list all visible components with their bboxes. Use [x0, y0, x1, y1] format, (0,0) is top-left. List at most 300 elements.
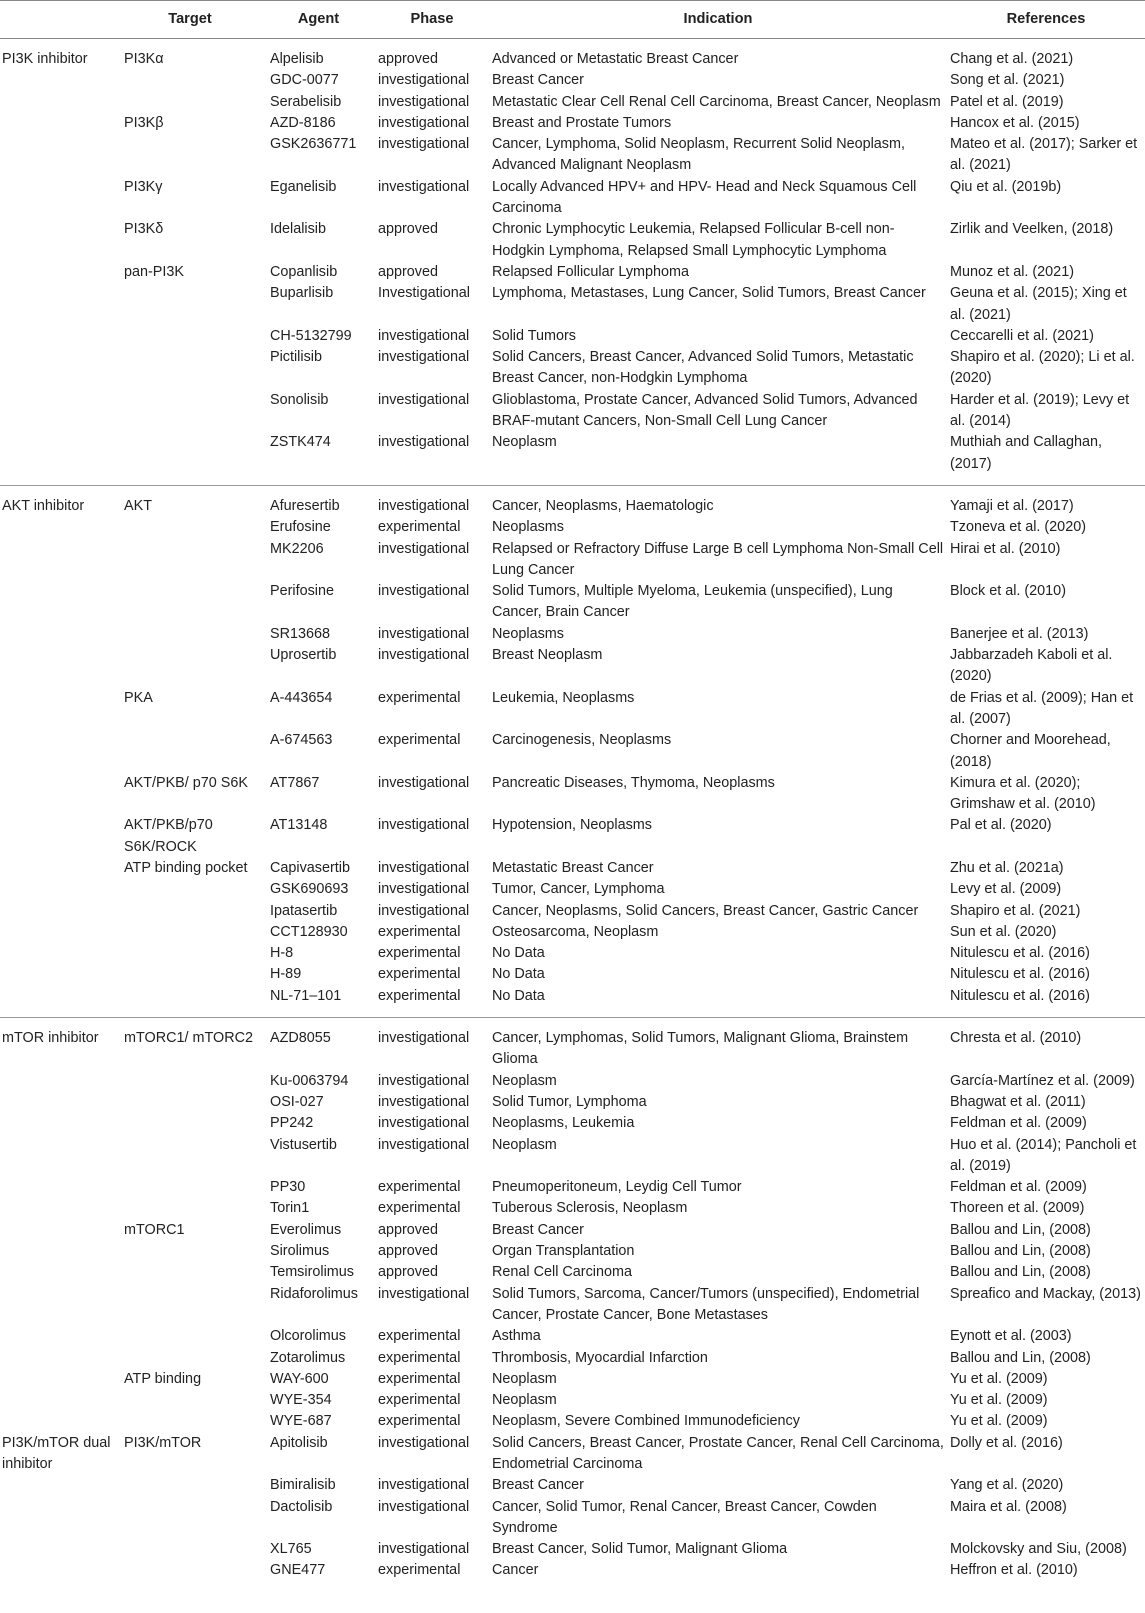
target-cell: PI3K/mTOR: [124, 1434, 202, 1451]
drug-class-cell: [0, 879, 118, 900]
indication-cell: Locally Advanced HPV+ and HPV- Head and Neck Squamous Cell Carcinoma: [492, 178, 917, 217]
drug-class-cell: mTOR inhibitor: [0, 1018, 118, 1071]
drug-class-cell: [0, 1497, 118, 1540]
phase-cell: investigational: [378, 349, 470, 366]
drug-class-cell: [0, 177, 118, 220]
table-row: [0, 432, 1145, 485]
table-row: [0, 1348, 1145, 1369]
target-cell: [118, 432, 262, 485]
target-cell: [118, 1348, 262, 1369]
indication-cell: Solid Cancers, Breast Cancer, Prostate Cancer, Renal Cell Carcinoma, Endometrial Carcinoma: [492, 1434, 944, 1472]
agent-cell: AT13148: [270, 817, 328, 834]
phase-cell: experimental: [378, 1562, 461, 1579]
phase-cell: investigational: [378, 1541, 470, 1558]
table-row: [0, 517, 1145, 538]
drug-class-cell: [0, 901, 118, 922]
target-cell: [118, 1092, 262, 1113]
target-cell: [118, 1411, 262, 1432]
phase-cell: investigational: [378, 817, 470, 834]
phase-cell: investigational: [375, 485, 489, 517]
agent-cell: Sonolisib: [270, 391, 329, 408]
indication-cell: Advanced or Metastatic Breast Cancer: [492, 51, 739, 67]
indication-cell: No Data: [492, 945, 545, 962]
drug-class-cell: [0, 986, 118, 1018]
phase-cell: investigational: [378, 625, 470, 642]
agent-cell: Afuresertib: [262, 485, 375, 517]
table-row: [0, 177, 1145, 220]
references-cell: Tzoneva et al. (2020): [950, 519, 1086, 536]
target-cell: [118, 1326, 262, 1347]
drug-class-cell: [0, 113, 118, 134]
references-cell: Yu et al. (2009): [950, 1392, 1048, 1409]
table-row: [0, 1092, 1145, 1113]
table-row: [0, 1326, 1145, 1347]
table-row: [0, 730, 1145, 773]
drug-class-cell: [0, 1241, 118, 1262]
indication-cell: Chronic Lymphocytic Leukemia, Relapsed Follicular B-cell non-Hodgkin Lymphoma, Relapsed Small Lymphocytic Lymphoma: [492, 221, 895, 259]
references-cell: Nitulescu et al. (2016): [950, 987, 1090, 1004]
indication-cell: Neoplasm: [492, 1392, 557, 1409]
table-row: [0, 485, 1145, 517]
references-cell: Kimura et al. (2020); Grimshaw et al. (2010): [950, 774, 1096, 813]
target-cell: [118, 1241, 262, 1262]
table-row: [0, 1560, 1145, 1581]
agent-cell: H-89: [270, 966, 302, 983]
drug-class-cell: [0, 1262, 118, 1283]
phase-cell: investigational: [378, 1072, 470, 1089]
table-row: [0, 347, 1145, 390]
references-cell: Ballou and Lin, (2008): [950, 1243, 1091, 1260]
indication-cell: Pneumoperitoneum, Leydig Cell Tumor: [492, 1179, 742, 1196]
phase-cell: investigational: [378, 1498, 470, 1515]
references-cell: Chresta et al. (2010): [947, 1018, 1145, 1071]
drug-class-cell: [0, 539, 118, 582]
drug-class-cell: [0, 347, 118, 390]
drug-class-cell: [0, 1284, 118, 1327]
indication-cell: Asthma: [492, 1328, 541, 1345]
references-cell: Hirai et al. (2010): [950, 540, 1061, 557]
target-cell: [118, 134, 262, 177]
agent-cell: Temsirolimus: [270, 1264, 354, 1281]
table-row: [0, 1135, 1145, 1178]
target-cell: PKA: [124, 689, 153, 706]
indication-cell: No Data: [492, 987, 545, 1004]
indication-cell: Breast Cancer, Solid Tumor, Malignant Glioma: [492, 1541, 788, 1558]
drug-class-cell: [0, 1348, 118, 1369]
drug-class-cell: [0, 1220, 118, 1241]
agent-cell: ZSTK474: [270, 434, 331, 451]
phase-cell: experimental: [378, 1200, 461, 1217]
phase-cell: experimental: [378, 1413, 461, 1430]
references-cell: Yamaji et al. (2017): [947, 485, 1145, 517]
indication-cell: Carcinogenesis, Neoplasms: [492, 732, 672, 749]
drug-class-cell: [0, 219, 118, 262]
indication-cell: Neoplasm: [492, 1370, 557, 1387]
references-cell: Patel et al. (2019): [950, 93, 1064, 110]
table-row: [0, 1475, 1145, 1496]
references-cell: Heffron et al. (2010): [950, 1562, 1078, 1579]
agent-cell: OSI-027: [270, 1093, 324, 1110]
references-cell: Maira et al. (2008): [950, 1498, 1067, 1515]
indication-cell: Neoplasm: [492, 1072, 557, 1089]
indication-cell: Solid Tumors, Sarcoma, Cancer/Tumors (unspecified), Endometrial Cancer, Prostate Cancer, Bone Metastases: [492, 1285, 920, 1323]
indication-cell: Cancer, Lymphoma, Solid Neoplasm, Recurrent Solid Neoplasm, Advanced Malignant Neoplasm: [492, 136, 905, 174]
table-row: [0, 688, 1145, 731]
table-row: [0, 879, 1145, 900]
target-cell: [118, 1262, 262, 1283]
agent-cell: GNE477: [270, 1562, 326, 1579]
agent-cell: Zotarolimus: [270, 1349, 346, 1366]
drug-class-cell: AKT inhibitor: [0, 485, 118, 517]
drug-class-cell: [0, 1071, 118, 1092]
target-cell: [118, 283, 262, 326]
references-cell: Muthiah and Callaghan, (2017): [950, 434, 1103, 472]
agent-cell: AT7867: [270, 774, 320, 791]
drug-class-cell: [0, 1135, 118, 1178]
target-cell: [118, 517, 262, 538]
references-cell: Chorner and Moorehead, (2018): [950, 732, 1111, 770]
indication-cell: Breast Cancer: [492, 1221, 584, 1238]
target-cell: PI3Kα: [124, 51, 164, 67]
references-cell: Qiu et al. (2019b): [950, 178, 1062, 195]
target-cell: [118, 730, 262, 773]
target-cell: [118, 645, 262, 688]
indication-cell: Neoplasms, Leukemia: [492, 1115, 635, 1132]
agent-cell: AZD8055: [262, 1018, 375, 1071]
target-cell: [118, 901, 262, 922]
agent-cell: Alpelisib: [270, 51, 324, 67]
indication-cell: Solid Tumors: [492, 327, 576, 344]
phase-cell: experimental: [378, 732, 461, 749]
phase-cell: investigational: [378, 540, 470, 557]
phase-cell: experimental: [378, 1392, 461, 1409]
header-phase: Phase: [375, 1, 489, 39]
drug-class-cell: [0, 326, 118, 347]
agent-cell: Dactolisib: [270, 1498, 333, 1515]
phase-cell: investigational: [378, 859, 470, 876]
indication-cell: No Data: [492, 966, 545, 983]
phase-cell: experimental: [378, 987, 461, 1004]
drug-class-cell: [0, 262, 118, 283]
table-row: [0, 1220, 1145, 1241]
agent-cell: CH-5132799: [270, 327, 352, 344]
target-cell: [118, 1497, 262, 1540]
drug-class-cell: [0, 858, 118, 879]
phase-cell: experimental: [378, 1349, 461, 1366]
table-row: [0, 964, 1145, 985]
phase-cell: investigational: [378, 647, 470, 664]
table-row: [0, 390, 1145, 433]
target-cell: [118, 1071, 262, 1092]
references-cell: Zhu et al. (2021a): [950, 859, 1064, 876]
agent-cell: NL-71–101: [270, 987, 342, 1004]
phase-cell: investigational: [378, 327, 470, 344]
header-indication: Indication: [489, 1, 947, 39]
table-row: [0, 1071, 1145, 1092]
agent-cell: Pictilisib: [270, 349, 322, 366]
indication-cell: Leukemia, Neoplasms: [492, 689, 635, 706]
agent-cell: Uprosertib: [270, 647, 337, 664]
drug-class-cell: [0, 964, 118, 985]
phase-cell: experimental: [378, 945, 461, 962]
phase-cell: approved: [378, 1221, 439, 1238]
phase-cell: investigational: [378, 1434, 470, 1451]
indication-cell: Cancer, Lymphomas, Solid Tumors, Malignant Glioma, Brainstem Glioma: [489, 1018, 947, 1071]
agent-cell: XL765: [270, 1541, 312, 1558]
target-cell: [118, 624, 262, 645]
indication-cell: Relapsed Follicular Lymphoma: [492, 263, 690, 280]
references-cell: Banerjee et al. (2013): [950, 625, 1089, 642]
agent-cell: WYE-354: [270, 1392, 332, 1409]
agent-cell: Olcorolimus: [270, 1328, 346, 1345]
references-cell: Feldman et al. (2009): [950, 1179, 1087, 1196]
table-row: [0, 39, 1145, 71]
drug-class-cell: [0, 517, 118, 538]
references-cell: Levy et al. (2009): [950, 881, 1062, 898]
target-cell: [118, 70, 262, 91]
target-cell: [118, 1113, 262, 1134]
references-cell: Jabbarzadeh Kaboli et al. (2020): [950, 647, 1113, 685]
drug-class-cell: [0, 581, 118, 624]
drug-class-cell: PI3K/mTOR dual inhibitor: [2, 1434, 111, 1472]
table-row: [0, 326, 1145, 347]
drug-class-cell: [0, 1326, 118, 1347]
agent-cell: Bimiralisib: [270, 1477, 336, 1494]
phase-cell: experimental: [378, 1328, 461, 1345]
drug-class-cell: [0, 645, 118, 688]
indication-cell: Neoplasms: [492, 625, 564, 642]
header-row: [0, 1, 1145, 39]
drug-class-cell: [0, 1411, 118, 1432]
phase-cell: investigational: [378, 93, 470, 110]
references-cell: Eynott et al. (2003): [950, 1328, 1072, 1345]
indication-cell: Tumor, Cancer, Lymphoma: [492, 881, 665, 898]
phase-cell: experimental: [378, 966, 461, 983]
references-cell: Shapiro et al. (2021): [950, 902, 1081, 919]
phase-cell: Investigational: [378, 285, 471, 302]
indication-cell: Relapsed or Refractory Diffuse Large B cell Lymphoma Non-Small Cell Lung Cancer: [492, 540, 944, 578]
drug-class-cell: [0, 1369, 118, 1390]
table-row: [0, 219, 1145, 262]
references-cell: Pal et al. (2020): [950, 817, 1052, 834]
table-row: [0, 581, 1145, 624]
indication-cell: Cancer, Neoplasms, Haematologic: [489, 485, 947, 517]
agent-cell: Idelalisib: [270, 221, 326, 238]
table-row: [0, 262, 1145, 283]
target-cell: [118, 1539, 262, 1560]
agent-cell: SR13668: [270, 625, 331, 642]
indication-cell: Solid Tumors, Multiple Myeloma, Leukemia (unspecified), Lung Cancer, Brain Cancer: [492, 583, 893, 621]
phase-cell: approved: [378, 1243, 439, 1260]
agent-cell: Erufosine: [270, 519, 331, 536]
agent-cell: Capivasertib: [270, 859, 350, 876]
agent-cell: Serabelisib: [270, 93, 342, 110]
agent-cell: WYE-687: [270, 1413, 332, 1430]
references-cell: Ceccarelli et al. (2021): [950, 327, 1094, 344]
references-cell: Block et al. (2010): [950, 583, 1066, 600]
references-cell: Zirlik and Veelken, (2018): [950, 221, 1114, 238]
drug-class-cell: [0, 92, 118, 113]
phase-cell: investigational: [378, 391, 470, 408]
agent-cell: Perifosine: [270, 583, 334, 600]
drug-class-cell: [0, 1475, 118, 1496]
references-cell: Nitulescu et al. (2016): [950, 945, 1090, 962]
table-row: [0, 1262, 1145, 1283]
drug-class-cell: [0, 70, 118, 91]
phase-cell: investigational: [378, 114, 470, 131]
table-row: [0, 70, 1145, 91]
drug-class-cell: PI3K inhibitor: [2, 51, 88, 67]
target-cell: [118, 879, 262, 900]
target-cell: AKT: [118, 485, 262, 517]
agent-cell: Sirolimus: [270, 1243, 330, 1260]
header-references: References: [947, 1, 1145, 39]
phase-cell: investigational: [378, 178, 470, 195]
table-row: [0, 283, 1145, 326]
table-row: [0, 624, 1145, 645]
table-row: [0, 1241, 1145, 1262]
indication-cell: Osteosarcoma, Neoplasm: [492, 923, 659, 940]
table-row: [0, 1539, 1145, 1560]
agent-cell: Copanlisib: [270, 263, 338, 280]
table-row: [0, 815, 1145, 858]
target-cell: PI3Kγ: [124, 178, 163, 195]
header-class: [0, 1, 118, 39]
indication-cell: Neoplasms: [492, 519, 564, 536]
table-row: [0, 773, 1145, 816]
indication-cell: Breast Cancer: [492, 1477, 584, 1494]
indication-cell: Organ Transplantation: [492, 1243, 635, 1260]
table-row: [0, 858, 1145, 879]
indication-cell: Thrombosis, Myocardial Infarction: [492, 1349, 708, 1366]
target-cell: [118, 581, 262, 624]
drug-class-cell: [0, 730, 118, 773]
indication-cell: Cancer: [492, 1562, 539, 1579]
phase-cell: investigational: [378, 1477, 470, 1494]
drug-class-cell: [0, 624, 118, 645]
table-row: [0, 92, 1145, 113]
phase-cell: investigational: [378, 136, 470, 153]
drug-class-cell: [0, 1113, 118, 1134]
indication-cell: Breast Cancer: [492, 72, 584, 89]
drug-class-cell: [0, 1390, 118, 1411]
phase-cell: investigational: [378, 1136, 470, 1153]
table-row: [0, 134, 1145, 177]
target-cell: [118, 1560, 262, 1581]
table-row: [0, 1433, 1145, 1476]
table-header: [0, 1, 1145, 39]
references-cell: Ballou and Lin, (2008): [950, 1264, 1091, 1281]
references-cell: Geuna et al. (2015); Xing et al. (2021): [950, 285, 1127, 323]
references-cell: Yu et al. (2009): [950, 1370, 1048, 1387]
references-cell: Yu et al. (2009): [950, 1413, 1048, 1430]
indication-cell: Solid Tumor, Lymphoma: [492, 1093, 647, 1110]
table-row: [0, 943, 1145, 964]
target-cell: PI3Kβ: [124, 114, 164, 131]
indication-cell: Tuberous Sclerosis, Neoplasm: [492, 1200, 688, 1217]
table-row: [0, 645, 1145, 688]
target-cell: [118, 390, 262, 433]
phase-cell: investigational: [378, 774, 470, 791]
target-cell: ATP binding: [124, 1370, 202, 1387]
agent-cell: MK2206: [270, 540, 324, 557]
table-body: [0, 39, 1145, 1582]
indication-cell: Renal Cell Carcinoma: [492, 1264, 632, 1281]
drug-class-cell: [0, 815, 118, 858]
phase-cell: investigational: [378, 1285, 470, 1302]
agent-cell: Eganelisib: [270, 178, 337, 195]
table-row: [0, 1018, 1145, 1071]
drug-class-cell: [0, 134, 118, 177]
references-cell: Bhagwat et al. (2011): [950, 1093, 1086, 1110]
phase-cell: investigational: [375, 1018, 489, 1071]
drug-class-cell: [0, 1092, 118, 1113]
phase-cell: approved: [378, 263, 439, 280]
table-row: [0, 1198, 1145, 1219]
agent-cell: Torin1: [270, 1200, 310, 1217]
drug-class-cell: [0, 432, 118, 485]
references-cell: Nitulescu et al. (2016): [950, 966, 1090, 983]
agent-cell: PP242: [270, 1115, 314, 1132]
drug-class-cell: [0, 1560, 118, 1581]
agent-cell: Ridaforolimus: [270, 1285, 358, 1302]
target-cell: [118, 922, 262, 943]
drug-class-cell: [0, 390, 118, 433]
indication-cell: Cancer, Solid Tumor, Renal Cancer, Breast Cancer, Cowden Syndrome: [492, 1498, 877, 1536]
drug-class-cell: [0, 943, 118, 964]
references-cell: Molckovsky and Siu, (2008): [950, 1541, 1127, 1558]
target-cell: AKT/PKB/ p70 S6K: [124, 774, 248, 791]
phase-cell: investigational: [378, 434, 470, 451]
agent-cell: GSK690693: [270, 881, 349, 898]
indication-cell: Hypotension, Neoplasms: [492, 817, 652, 834]
indication-cell: Breast and Prostate Tumors: [492, 114, 672, 131]
phase-cell: investigational: [378, 72, 470, 89]
indication-cell: Neoplasm: [492, 1136, 557, 1153]
agent-cell: Vistusertib: [270, 1136, 337, 1153]
phase-cell: investigational: [378, 1093, 470, 1110]
table-row: [0, 1369, 1145, 1390]
agent-cell: PP30: [270, 1179, 306, 1196]
target-cell: PI3Kδ: [124, 221, 164, 238]
target-cell: [118, 539, 262, 582]
table-row: [0, 539, 1145, 582]
target-cell: ATP binding pocket: [124, 859, 248, 876]
references-cell: de Frias et al. (2009); Han et al. (2007): [950, 689, 1134, 727]
target-cell: [118, 92, 262, 113]
agent-cell: A-443654: [270, 689, 333, 706]
target-cell: AKT/PKB/p70 S6K/ROCK: [124, 817, 213, 855]
references-cell: Thoreen et al. (2009): [950, 1200, 1085, 1217]
drug-class-cell: [0, 1198, 118, 1219]
phase-cell: experimental: [378, 1179, 461, 1196]
target-cell: [118, 943, 262, 964]
drug-class-cell: [0, 283, 118, 326]
phase-cell: investigational: [378, 881, 470, 898]
phase-cell: investigational: [378, 583, 470, 600]
references-cell: Feldman et al. (2009): [950, 1115, 1087, 1132]
table-row: [0, 1177, 1145, 1198]
phase-cell: experimental: [378, 519, 461, 536]
table-row: [0, 901, 1145, 922]
table-row: [0, 922, 1145, 943]
phase-cell: investigational: [378, 902, 470, 919]
drug-class-cell: [0, 1177, 118, 1198]
phase-cell: experimental: [378, 923, 461, 940]
indication-cell: Neoplasm, Severe Combined Immunodeficiency: [492, 1413, 800, 1430]
header-agent: Agent: [262, 1, 375, 39]
indication-cell: Glioblastoma, Prostate Cancer, Advanced Solid Tumors, Advanced BRAF-mutant Cancers, Non-Small Cell Lung Cancer: [492, 391, 918, 430]
